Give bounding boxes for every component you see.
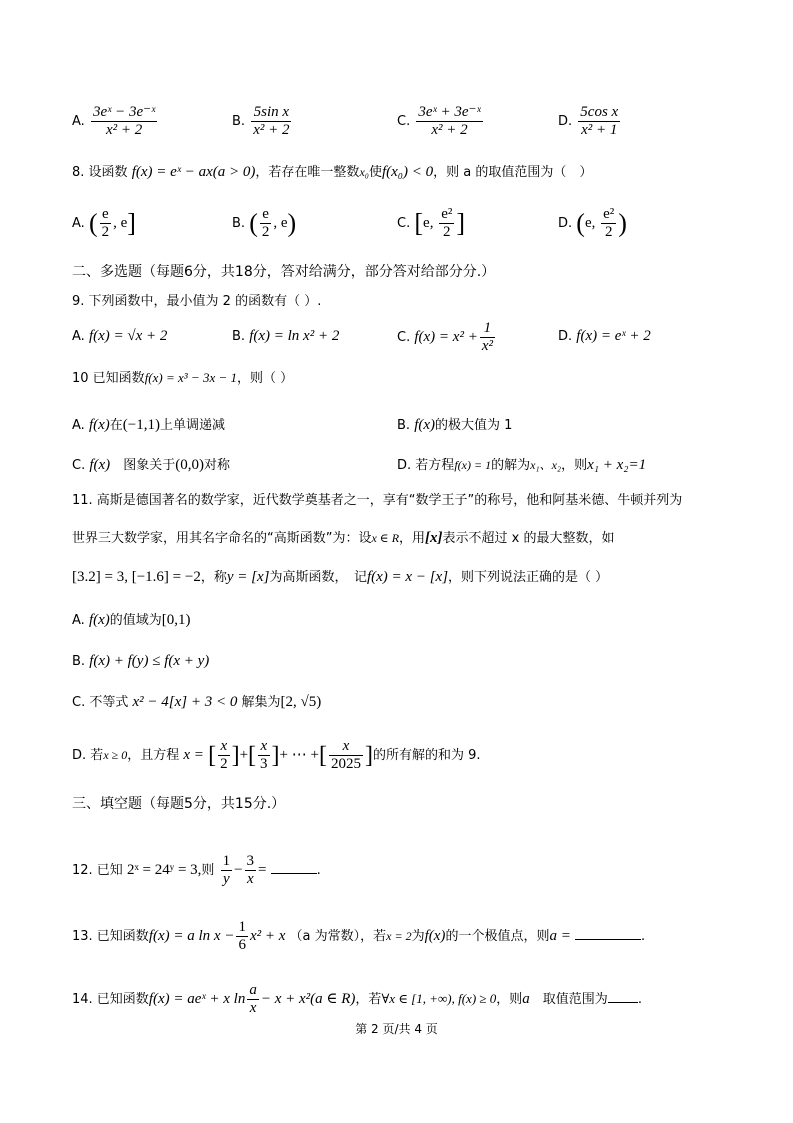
q11-option-c[interactable]: C. 不等式 x² − 4[x] + 3 < 0 解集为[2, √5) [72, 694, 322, 710]
fraction: $\frac{e}{2}$ [261, 206, 270, 240]
q8-option-b[interactable]: B. ( $\frac{e}{2}$ , e) [232, 206, 297, 240]
q11-option-d[interactable]: D. 若x ≥ 0，且方程 x = [ $\frac{x}{2}$ ]+[ $\frac{x}{3}$ ]+ ⋯ +[ $\frac{x}{2025}$ ]的所有解的和为 9. [72, 738, 481, 772]
section-heading-fill: 三、填空题（每题5分，共15分.） [72, 796, 286, 812]
fraction: $\frac{x}{2025}$ [330, 738, 361, 772]
q11-stem-line1: 11. 高斯是德国著名的数学家，近代数学奠基者之一，享有“数学王子”的称号，他和阿基米德、牛顿并列为 [72, 493, 683, 508]
q9-option-c[interactable]: C. f(x) = x² + $\frac{1}{\text{x²}}$ [397, 320, 493, 354]
q10-option-d[interactable]: D. 若方程f(x) = 1的解为x₁、x₂，则x₁ + x₂=1 [397, 457, 647, 473]
q8-option-d[interactable]: D. (e, $\frac{\text{e²}}{2}$ ) [558, 206, 627, 240]
q11-stem-line2: 世界三大数学家，用其名字命名的“高斯函数”为：设x ∈ R，用[x]表示不超过 x 的最大整数，如 [72, 530, 615, 546]
fraction: $\frac{e}{2}$ [101, 206, 110, 240]
fraction: $\frac{\text{e²}}{2}$ [603, 206, 615, 240]
fraction: $\frac{1}{\text{x²}}$ [481, 320, 493, 354]
q9-option-a[interactable]: A. f(x) = √x + 2 [72, 328, 168, 344]
q11-stem-line3: [3.2] = 3, [−1.6] = −2，称y = [x]为高斯函数， 记f(x) = x − [x]，则下列说法正确的是（ ） [72, 569, 609, 585]
q9-option-b[interactable]: B. f(x) = ln x² + 2 [232, 328, 340, 344]
fraction: $\frac{1}{y}$ [222, 853, 231, 887]
q11-option-b[interactable]: B. f(x) + f(y) ≤ f(x + y) [72, 653, 210, 669]
q7-option-c[interactable]: C. $\frac{\text{3eˣ + 3e⁻ˣ}}{\text{x² + 2}}$ [397, 104, 481, 138]
q10-option-a[interactable]: A. f(x)在(−1,1)上单调递减 [72, 417, 225, 433]
q8-option-a[interactable]: A. ( $\frac{e}{2}$ , e] [72, 206, 136, 240]
section-heading-multi: 二、多选题（每题6分，共18分，答对给满分，部分答对给部分分.） [72, 264, 496, 280]
fraction: $\frac{a}{x}$ [249, 982, 257, 1016]
q9-stem: 9. 下列函数中，最小值为 2 的函数有（ ）. [72, 294, 322, 309]
fraction: $\frac{x}{2}$ [220, 738, 228, 772]
fraction: $\frac{1}{6}$ [238, 919, 246, 953]
fraction: $\frac{\text{e²}}{2}$ [441, 206, 453, 240]
q10-stem: 10 已知函数f(x) = x³ − 3x − 1，则（ ） [72, 370, 294, 386]
q7-option-d[interactable]: D. $\frac{\text{5cos x}}{\text{x² + 1}}$ [558, 104, 619, 138]
q7-option-a[interactable]: A. $\frac{\text{3eˣ − 3e⁻ˣ}}{\text{x² + 2}}$ [72, 104, 156, 138]
q13-answer-blank[interactable] [575, 927, 641, 940]
q12-answer-blank[interactable] [271, 861, 317, 874]
page-number-footer: 第 2 页/共 4 页 [355, 1022, 438, 1036]
q14: 14. 已知函数f(x) = aeˣ + x ln $\frac{a}{x}$ − x + x²(a ∈ R)，若∀x ∈ [1, +∞), f(x) ≥ 0，则a 取值范围为 . [72, 982, 642, 1016]
fraction: $\frac{3}{x}$ [246, 853, 255, 887]
q14-answer-blank[interactable] [608, 990, 638, 1003]
q8-option-c[interactable]: C. [e, $\frac{\text{e²}}{2}$ ] [397, 206, 466, 240]
q13: 13. 已知函数f(x) = a ln x − $\frac{1}{6}$ x² + x （a 为常数），若x = 2为f(x)的一个极值点，则a = . [72, 919, 646, 953]
q10-option-c[interactable]: C. f(x) 图象关于(0,0)对称 [72, 457, 230, 473]
q8-stem: 8. 设函数 f(x) = eˣ − ax(a > 0)，若存在唯一整数x₀使f(x₀) < 0，则 a 的取值范围为（ ） [72, 164, 593, 180]
q9-option-d[interactable]: D. f(x) = eˣ + 2 [558, 328, 651, 344]
fraction: $\frac{x}{3}$ [260, 738, 268, 772]
fraction: $\frac{\text{5sin x}}{\text{x² + 2}}$ [253, 104, 290, 138]
fraction: $\frac{\text{3eˣ − 3e⁻ˣ}}{\text{x² + 2}}$ [92, 104, 156, 138]
q7-option-b[interactable]: B. $\frac{\text{5sin x}}{\text{x² + 2}}$ [232, 104, 290, 138]
q12: 12. 已知 2ˣ = 24ʸ = 3,则 $\frac{1}{y}$ − $\frac{3}{x}$ = . [72, 853, 321, 887]
fraction: $\frac{\text{3eˣ + 3e⁻ˣ}}{\text{x² + 2}}$ [418, 104, 481, 138]
q10-option-b[interactable]: B. f(x)的极大值为 1 [397, 417, 513, 433]
q11-option-a[interactable]: A. f(x)的值域为[0,1) [72, 612, 191, 628]
fraction: $\frac{\text{5cos x}}{\text{x² + 1}}$ [580, 104, 619, 138]
